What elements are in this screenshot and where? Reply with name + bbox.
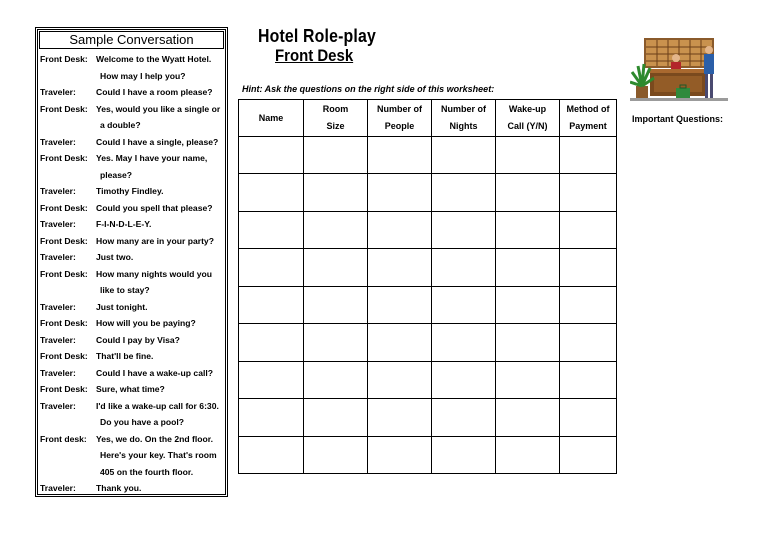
line-text: Could I have a wake-up call? — [96, 367, 214, 378]
column-header — [368, 100, 432, 137]
column-header — [496, 100, 560, 137]
column-header-line: Number of — [377, 104, 422, 114]
table-cell[interactable] — [560, 399, 617, 436]
table-row — [239, 436, 617, 474]
column-header-line: Wake-up — [508, 104, 547, 114]
conversation-line — [40, 417, 225, 427]
table-cell[interactable] — [304, 399, 368, 436]
speaker-label: Traveler: — [40, 334, 76, 345]
table-cell[interactable] — [432, 286, 496, 323]
speaker-label: Front Desk: — [40, 351, 88, 361]
table-cell[interactable] — [304, 249, 368, 286]
table-cell[interactable] — [496, 286, 560, 323]
line-text: Could I pay by Visa? — [96, 334, 180, 345]
table-cell[interactable] — [432, 174, 496, 211]
table-cell[interactable] — [239, 324, 304, 361]
column-header-line: Room — [322, 104, 349, 114]
line-text: How many nights would you — [96, 268, 213, 279]
line-text: That'll be fine. — [96, 351, 154, 361]
conversation-line — [40, 203, 225, 213]
table-header-row — [239, 100, 617, 137]
speaker-label: Traveler: — [40, 367, 76, 378]
conversation-line — [40, 54, 225, 64]
table-row — [239, 324, 617, 361]
table-cell[interactable] — [496, 249, 560, 286]
line-text: like to stay? — [100, 285, 150, 295]
conversation-line — [40, 104, 225, 114]
sample-conversation-panel — [35, 27, 228, 497]
speaker-label: Traveler: — [40, 400, 76, 411]
column-header-line: Number of — [441, 104, 486, 114]
line-text: Do you have a pool? — [100, 417, 185, 427]
line-text: How will you be paying? — [96, 318, 196, 328]
speaker-label: Traveler: — [40, 483, 76, 493]
conversation-line — [40, 71, 225, 81]
speaker-label: Traveler: — [40, 136, 76, 147]
table-cell[interactable] — [496, 361, 560, 398]
column-header-line: Size — [326, 121, 345, 131]
conversation-line — [40, 483, 225, 493]
speaker-label: Front desk: — [40, 433, 87, 444]
table-cell[interactable] — [368, 249, 432, 286]
conversation-line — [40, 186, 225, 196]
line-text: I'd like a wake-up call for 6:30. — [96, 400, 219, 411]
table-cell[interactable] — [496, 174, 560, 211]
page-title: Hotel Role-play — [258, 26, 376, 46]
table-cell[interactable] — [560, 286, 617, 323]
conversation-lines — [40, 51, 225, 496]
speaker-label: Front Desk: — [40, 235, 88, 246]
line-text: Yes, we do. On the 2nd floor. — [96, 433, 213, 444]
table-cell[interactable] — [239, 361, 304, 398]
column-header-line: Call (Y/N) — [507, 121, 548, 131]
conversation-line — [40, 236, 225, 246]
line-text: How may I help you? — [100, 70, 186, 81]
line-text: Yes, would you like a single or — [96, 103, 221, 114]
line-text: Sure, what time? — [96, 384, 165, 394]
conversation-line — [40, 434, 225, 444]
conversation-line — [40, 87, 225, 97]
speaker-label: Front Desk: — [40, 103, 88, 114]
table-cell[interactable] — [432, 211, 496, 248]
table-row — [239, 399, 617, 436]
speaker-label: Traveler: — [40, 186, 76, 196]
speaker-label: Front Desk: — [40, 153, 88, 163]
line-text: Could you spell that please? — [96, 202, 213, 213]
speaker-label: Front Desk: — [40, 202, 88, 213]
table-row — [239, 174, 617, 211]
conversation-line — [40, 335, 225, 345]
table-cell[interactable] — [239, 249, 304, 286]
line-text: please? — [100, 169, 133, 180]
conversation-line — [40, 401, 225, 411]
line-text: Just tonight. — [96, 301, 148, 312]
conversation-line — [40, 137, 225, 147]
column-header — [432, 100, 496, 137]
table-cell[interactable] — [239, 399, 304, 436]
table-cell[interactable] — [239, 286, 304, 323]
hotel-front-desk-clipart — [630, 36, 728, 104]
line-text: Here's your key. That's room — [100, 450, 217, 460]
column-header — [560, 100, 617, 137]
speaker-label: Traveler: — [40, 301, 76, 312]
speaker-label: Front Desk: — [40, 54, 88, 64]
conversation-line — [40, 351, 225, 361]
column-header — [239, 100, 304, 137]
table-cell[interactable] — [239, 174, 304, 211]
table-cell[interactable] — [304, 361, 368, 398]
table-cell[interactable] — [304, 286, 368, 323]
conversation-line — [40, 318, 225, 328]
line-text: Timothy Findley. — [96, 186, 164, 196]
column-header-line: Name — [258, 112, 284, 123]
table-cell[interactable] — [560, 211, 617, 248]
line-text: Just two. — [96, 252, 134, 262]
table-row — [239, 137, 617, 174]
table-cell[interactable] — [304, 211, 368, 248]
conversation-title: Sample Conversation — [39, 31, 224, 49]
page-subtitle: Front Desk — [275, 46, 354, 65]
conversation-line — [40, 302, 225, 312]
table-cell[interactable] — [560, 137, 617, 174]
line-text: 405 on the fourth floor. — [100, 466, 194, 477]
conversation-line — [40, 120, 225, 130]
table-cell[interactable] — [560, 249, 617, 286]
line-text: Could I have a room please? — [96, 87, 213, 97]
table-cell[interactable] — [432, 249, 496, 286]
worksheet-table — [238, 99, 617, 474]
table-cell[interactable] — [560, 436, 617, 474]
line-text: F-I-N-D-L-E-Y. — [96, 219, 152, 229]
column-header — [304, 100, 368, 137]
hint-text: Hint: Ask the questions on the right side of this worksheet: — [242, 84, 495, 94]
table-row — [239, 249, 617, 286]
speaker-label: Traveler: — [40, 252, 76, 262]
table-cell[interactable] — [432, 137, 496, 174]
table-cell[interactable] — [432, 436, 496, 474]
table-cell[interactable] — [368, 361, 432, 398]
table-cell[interactable] — [239, 436, 304, 474]
table-cell[interactable] — [368, 436, 432, 474]
table-cell[interactable] — [432, 399, 496, 436]
table-cell[interactable] — [496, 436, 560, 474]
conversation-line — [40, 285, 225, 295]
conversation-line — [40, 153, 225, 163]
line-text: a double? — [100, 120, 141, 130]
line-text: Yes. May I have your name, — [96, 153, 208, 163]
speaker-label: Front Desk: — [40, 268, 88, 279]
table-cell[interactable] — [304, 174, 368, 211]
table-cell[interactable] — [368, 211, 432, 248]
line-text: Thank you. — [96, 483, 142, 493]
speaker-label: Front Desk: — [40, 384, 88, 394]
conversation-line — [40, 450, 225, 460]
conversation-line — [40, 384, 225, 394]
line-text: How many are in your party? — [96, 235, 214, 246]
table-row — [239, 286, 617, 323]
conversation-line — [40, 252, 225, 262]
table-cell[interactable] — [368, 137, 432, 174]
speaker-label: Traveler: — [40, 219, 76, 229]
speaker-label: Traveler: — [40, 87, 76, 97]
table-cell[interactable] — [368, 286, 432, 323]
conversation-line — [40, 269, 225, 279]
table-cell[interactable] — [560, 174, 617, 211]
column-header-line: People — [384, 121, 415, 131]
table-cell[interactable] — [304, 324, 368, 361]
column-header-line: Payment — [569, 121, 607, 131]
table-cell[interactable] — [560, 324, 617, 361]
table-cell[interactable] — [432, 324, 496, 361]
table-cell[interactable] — [239, 211, 304, 248]
column-header-line: Nights — [449, 121, 478, 131]
speaker-label: Front Desk: — [40, 318, 88, 328]
table-cell[interactable] — [304, 436, 368, 474]
table-cell[interactable] — [368, 399, 432, 436]
table-cell[interactable] — [496, 211, 560, 248]
table-cell[interactable] — [368, 324, 432, 361]
conversation-line — [40, 170, 225, 180]
table-row — [239, 211, 617, 248]
table-cell[interactable] — [496, 137, 560, 174]
conversation-line — [40, 368, 225, 378]
table-cell[interactable] — [496, 399, 560, 436]
line-text: Could I have a single, please? — [96, 136, 219, 147]
important-questions-label: Important Questions: — [632, 114, 724, 124]
table-cell[interactable] — [368, 174, 432, 211]
table-row — [239, 361, 617, 398]
conversation-line — [40, 467, 225, 477]
table-cell[interactable] — [304, 137, 368, 174]
table-cell[interactable] — [239, 137, 304, 174]
conversation-line — [40, 219, 225, 229]
column-header-line: Method of — [566, 104, 610, 114]
table-cell[interactable] — [432, 361, 496, 398]
table-cell[interactable] — [496, 324, 560, 361]
table-cell[interactable] — [560, 361, 617, 398]
line-text: Welcome to the Wyatt Hotel. — [96, 54, 212, 64]
